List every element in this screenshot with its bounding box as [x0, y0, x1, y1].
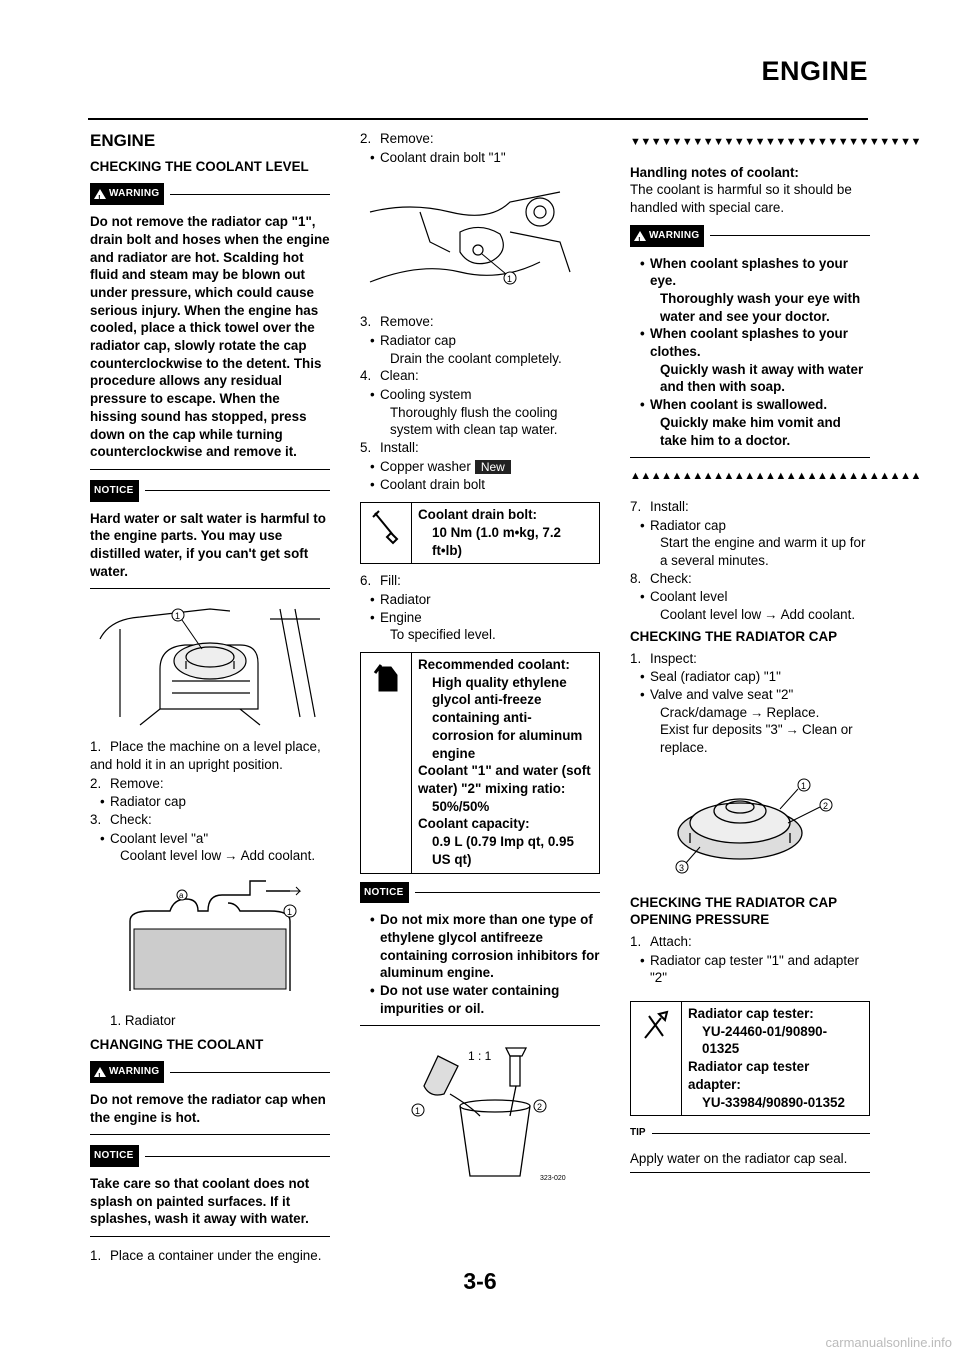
notice-header	[90, 1145, 330, 1167]
list-item: 5. Install:	[360, 440, 419, 456]
warning-text: Do not remove the radiator cap "1", drain bolt and hoses when the engine and radiator are hot. Scalding hot fluid and steam may be blown out under pressure, which could cause serious injury. When the engine has cooled, place a thick towel over the radiator cap, slowly rotate the cap counterclockwise to the detent. This procedure allows any residual pressure to escape. When the hissing sound has stopped, press down on the cap while turning counterclockwise and remove it.	[90, 214, 330, 460]
mix-ratio-label: 1 : 1	[468, 1049, 492, 1064]
subsection-title: CHECKING THE RADIATOR CAP	[630, 628, 838, 644]
list-item: • Coolant drain bolt "1"	[360, 149, 600, 167]
end-marker-row: ▲▲▲▲▲▲▲▲▲▲▲▲▲▲▲▲▲▲▲▲▲▲▲▲▲▲▲▲	[630, 470, 921, 483]
list-item: 2. Remove:	[90, 775, 164, 791]
subsection-title: CHANGING THE COOLANT	[90, 1036, 264, 1052]
drain-bolt-illustration	[360, 172, 600, 302]
tool-icon	[631, 1002, 682, 1115]
notice-badge: NOTICE	[360, 882, 409, 904]
column-middle	[360, 130, 600, 1197]
notice-badge: NOTICE	[90, 1145, 139, 1167]
list-item: Crack/damage → Replace.	[660, 704, 820, 720]
start-marker-row: ▼▼▼▼▼▼▼▼▼▼▼▼▼▼▼▼▼▼▼▼▼▼▼▼▼▼▼▼	[630, 136, 921, 148]
list-item: Exist fur deposits "3" → Clean or replace.	[660, 722, 853, 756]
list-item: 7. Install:	[630, 498, 689, 514]
figure-code: 323-020	[540, 1175, 566, 1183]
warning-badge: ! WARNING	[90, 183, 164, 205]
list-item: To specified level.	[390, 627, 496, 643]
list-item: • Coolant drain bolt	[360, 476, 600, 494]
svg-text:2: 2	[537, 1102, 543, 1113]
list-item: • Copper washer New	[360, 458, 600, 477]
svg-text:1: 1	[801, 780, 807, 791]
list-item: 2. Remove:	[360, 131, 434, 146]
page-number: 3-6	[463, 1268, 497, 1294]
notice-header	[360, 882, 600, 904]
list-item: • Seal (radiator cap) "1"	[630, 668, 870, 686]
radiator-illustration	[90, 599, 330, 727]
notice-badge: NOTICE	[90, 480, 139, 502]
list-item: Drain the coolant completely.	[390, 350, 562, 366]
arrow-icon: →	[750, 704, 764, 720]
list-item: 4. Clean:	[360, 368, 419, 384]
svg-text:2: 2	[823, 800, 829, 811]
spec-label: Recommended coolant:	[418, 657, 570, 673]
coolant-spec-box	[360, 652, 600, 873]
mixing-illustration	[360, 1036, 600, 1186]
svg-text:1: 1	[287, 907, 293, 918]
svg-text:a: a	[179, 891, 184, 901]
list-item: Coolant level low → Add coolant.	[660, 607, 856, 623]
list-item: Coolant level low → Add coolant.	[120, 848, 316, 864]
coolant-can-icon	[361, 653, 412, 872]
notice-header	[90, 480, 330, 502]
warning-icon: !	[94, 189, 106, 199]
list-item: • Radiator cap tester "1" and adapter "2"	[630, 952, 870, 987]
notice-item: • Do not mix more than one type of ethylene glycol antifreeze containing corrosion inhibitors for aluminum engine.	[360, 911, 600, 982]
coolant-level-figure	[90, 871, 330, 1006]
warning-header	[90, 183, 330, 205]
spec-label: Radiator cap tester:	[688, 1006, 814, 1022]
column-right	[630, 130, 921, 1183]
drain-bolt-figure	[360, 172, 600, 307]
new-part-tag: New	[475, 460, 511, 474]
radiator-cap-detail-figure	[630, 763, 870, 888]
spec-value: 10 Nm (1.0 m•kg, 7.2 ft•lb)	[432, 524, 561, 558]
watermark: carmanualsonline.info	[825, 1335, 952, 1350]
list-item: 6. Fill:	[360, 573, 401, 589]
tip-header	[630, 1124, 870, 1142]
list-item: 1. Inspect:	[630, 650, 697, 666]
list-item: • Coolant level	[630, 588, 870, 606]
torque-wrench-icon	[361, 503, 412, 563]
spec-label: Coolant "1" and water (soft water) "2" mixing ratio:	[418, 763, 591, 796]
warning-item: • When coolant is swallowed.	[630, 396, 870, 414]
warning-item: • When coolant splashes to your clothes.	[630, 325, 870, 360]
subsection-title: CHECKING THE COOLANT LEVEL	[90, 158, 309, 174]
notice-text: Take care so that coolant does not splash on painted surfaces. If it splashes, wash it away with water.	[90, 1176, 310, 1227]
mixing-figure	[360, 1036, 600, 1191]
svg-text:1: 1	[175, 611, 181, 622]
list-item: • Cooling system	[360, 386, 600, 404]
warning-badge: ! WARNING	[90, 1061, 164, 1083]
spec-label: Radiator cap tester adapter:	[688, 1059, 810, 1092]
list-item: 3. Check:	[90, 811, 152, 827]
list-item: • Radiator cap	[630, 517, 870, 535]
page-header-title: ENGINE	[761, 56, 868, 86]
arrow-icon: →	[785, 722, 800, 738]
warning-icon: !	[634, 231, 646, 241]
list-item: • Valve and valve seat "2"	[630, 686, 870, 704]
list-item: 8. Check:	[630, 570, 692, 586]
list-item: • Radiator cap	[360, 332, 600, 350]
header-rule	[88, 118, 868, 120]
radiator-cap-illustration	[630, 763, 870, 883]
warning-item: Quickly make him vomit and take him to a doctor.	[660, 414, 841, 448]
column-left	[90, 130, 330, 1266]
warning-badge: ! WARNING	[630, 225, 704, 247]
spec-value: YU-33984/90890-01352	[702, 1094, 845, 1110]
list-item: Start the engine and warm it up for a several minutes.	[660, 535, 866, 569]
section-title: ENGINE	[90, 131, 156, 150]
tool-spec-box	[630, 1001, 870, 1116]
tip-label: TIP	[630, 1127, 646, 1139]
arrow-icon: →	[764, 607, 778, 623]
spec-label: Coolant drain bolt:	[418, 507, 538, 523]
warning-icon: !	[94, 1067, 106, 1077]
coolant-level-illustration	[90, 871, 330, 1001]
spec-value: 50%/50%	[432, 798, 490, 814]
tip-text: Apply water on the radiator cap seal.	[630, 1150, 848, 1166]
handling-text: The coolant is harmful so it should be handled with special care.	[630, 182, 852, 216]
torque-spec-box	[360, 502, 600, 564]
spec-value: 0.9 L (0.79 Imp qt, 0.95 US qt)	[432, 834, 574, 867]
list-item: • Radiator cap	[90, 793, 330, 811]
arrow-icon: →	[224, 848, 238, 864]
list-item: 1. Place a container under the engine.	[90, 1248, 322, 1264]
list-item: • Engine	[360, 609, 600, 627]
svg-text:1: 1	[415, 1106, 421, 1117]
list-item: • Radiator	[360, 591, 600, 609]
subsection-title: CHECKING THE RADIATOR CAP OPENING PRESSURE	[630, 894, 837, 928]
spec-value: YU-24460-01/90890-01325	[702, 1023, 828, 1057]
handling-title: Handling notes of coolant:	[630, 164, 799, 180]
list-item: 3. Remove:	[360, 314, 434, 330]
spec-value: High quality ethylene glycol anti-freeze containing anti-corrosion for aluminum engine	[432, 674, 583, 761]
list-item: 1. Attach:	[630, 933, 692, 949]
list-item: Thoroughly flush the cooling system with clean tap water.	[390, 404, 558, 438]
svg-text:3: 3	[679, 862, 685, 873]
spec-label: Coolant capacity:	[418, 816, 530, 832]
warning-item: Thoroughly wash your eye with water and see your doctor.	[660, 290, 861, 324]
warning-item: Quickly wash it away with water and then with soap.	[660, 361, 864, 395]
radiator-cap-figure	[90, 599, 330, 732]
list-item: 1. Place the machine on a level place, and hold it in an upright position.	[90, 739, 321, 772]
svg-text:1: 1	[507, 274, 513, 285]
warning-header	[630, 225, 870, 247]
warning-text: Do not remove the radiator cap when the engine is hot.	[90, 1091, 326, 1125]
warning-item: • When coolant splashes to your eye.	[630, 255, 870, 290]
notice-text: Hard water or salt water is harmful to the engine parts. You may use distilled water, if you can't get soft water.	[90, 510, 326, 579]
list-item: • Coolant level "a"	[90, 830, 330, 848]
figure-caption: 1. Radiator	[110, 1012, 176, 1028]
warning-header	[90, 1061, 330, 1083]
notice-item: • Do not use water containing impurities or oil.	[360, 982, 600, 1017]
